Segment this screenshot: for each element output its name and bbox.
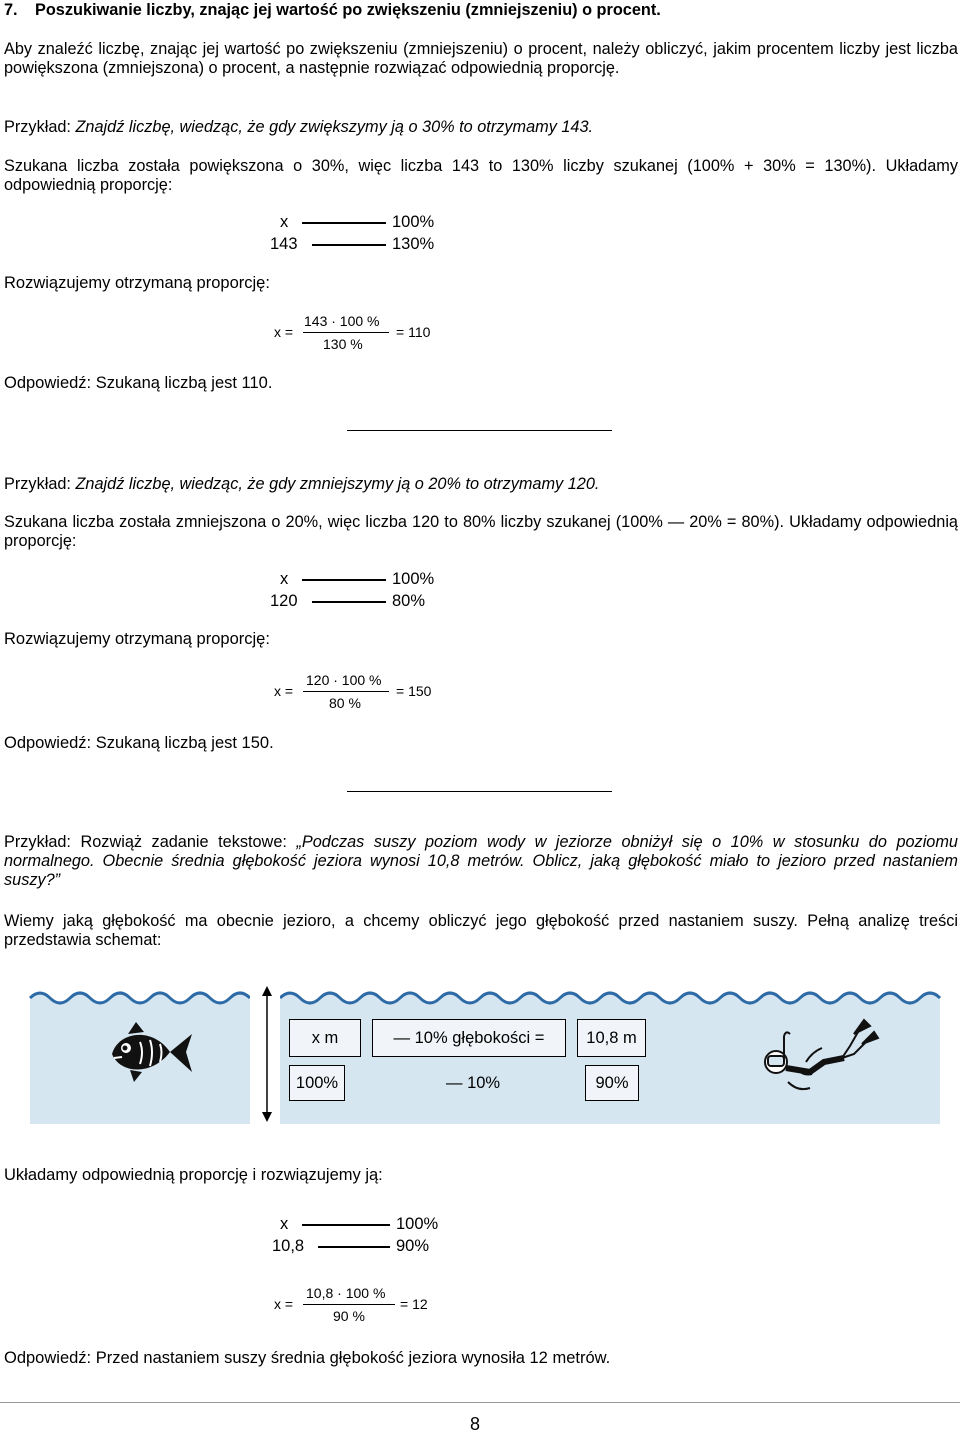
- scheme-box-minus-depth: — 10% głębokości =: [372, 1019, 566, 1057]
- example1-prop-val-pct: 130%: [392, 235, 435, 253]
- example2-prop-x: x: [280, 570, 289, 588]
- example3-eq-lhs: x =: [274, 1296, 294, 1312]
- example3-eq-denominator: 90 %: [333, 1308, 365, 1324]
- section-title-text: Poszukiwanie liczby, znając jej wartość po zwiększeniu (zmniejszeniu) o procent.: [35, 1, 661, 19]
- example3-prop-x-pct: 100%: [396, 1215, 439, 1233]
- scheme-box-90pct: 90%: [585, 1065, 639, 1101]
- example1-prop-line-bottom: [312, 244, 386, 246]
- intro-paragraph: Aby znaleźć liczbę, znając jej wartość po zwiększeniu (zmniejszeniu) o procent, należy obliczyć, jakim procentem liczby jest liczba powiększona (zmniejszona) o procent, a następnie rozwiązać odpowiednią proporcję.: [4, 40, 958, 77]
- example3-answer: Odpowiedź: Przed nastaniem suszy średnia głębokość jeziora wynosiła 12 metrów.: [4, 1349, 611, 1367]
- example2-prop-x-pct: 100%: [392, 570, 435, 588]
- example1-prompt: [4, 118, 958, 137]
- example1-eq-denominator: 130 %: [323, 336, 363, 352]
- example2-explanation: Szukana liczba została zmniejszona o 20%, więc liczba 120 to 80% liczby szukanej (100% — 20% = 80%). Układamy odpowiednią proporcję:: [4, 513, 958, 550]
- example3-prop-line-top: [302, 1224, 390, 1226]
- scheme-box-x-meters: x m: [289, 1019, 361, 1057]
- section-title: [4, 1, 661, 20]
- example1-solve-label: Rozwiązujemy otrzymaną proporcję:: [4, 274, 270, 292]
- depth-arrow: [250, 984, 280, 1124]
- separator-1: [347, 430, 612, 431]
- example2-prompt: [4, 475, 958, 494]
- example2-eq-numerator: 120 · 100 %: [306, 672, 382, 688]
- page-number: 8: [470, 1414, 481, 1434]
- example3-fraction-bar: [303, 1304, 395, 1305]
- example1-prop-x-pct: 100%: [392, 213, 435, 231]
- example2-prop-line-bottom: [312, 601, 386, 603]
- example1-explanation: Szukana liczba została powiększona o 30%, więc liczba 143 to 130% liczby szukanej (100% + 30% = 130%). Układamy odpowiednią proporcję:: [4, 157, 958, 194]
- footer-divider: [0, 1402, 960, 1403]
- example2-solve-label: Rozwiązujemy otrzymaną proporcję:: [4, 630, 270, 648]
- example1-prop-val: 143: [270, 235, 298, 253]
- example2-label: Przykład:: [4, 475, 76, 493]
- example3-eq-result: = 12: [400, 1296, 428, 1312]
- example2-eq-result: = 150: [396, 683, 432, 699]
- wave-left: [30, 993, 250, 1003]
- example3-prop-line-bottom: [318, 1246, 390, 1248]
- example2-fraction-bar: [303, 691, 389, 692]
- example3-explanation: Wiemy jaką głębokość ma obecnie jezioro, a chcemy obliczyć jego głębokość przed nastaniem suszy. Pełną analizę treści przedstawia schemat:: [4, 912, 958, 949]
- example3-prompt: [4, 833, 958, 890]
- example3-prop-val: 10,8: [272, 1237, 305, 1255]
- example3-eq-numerator: 10,8 · 100 %: [306, 1285, 386, 1301]
- scheme-box-100pct: 100%: [289, 1065, 345, 1101]
- example1-prop-x: x: [280, 213, 289, 231]
- example3-label: Przykład: Rozwiąż zadanie tekstowe:: [4, 833, 297, 851]
- example3-task: „Podczas suszy poziom wody w jeziorze obniżył się o 10% w stosunku do poziomu normalnego. Obecnie średnia głębokość jeziora wynosi 10,8 metrów. Oblicz, jaką głębokość miało to jezioro przed nastaniem suszy?”: [4, 833, 958, 889]
- example2-eq-denominator: 80 %: [329, 695, 361, 711]
- example2-prop-val-pct: 80%: [392, 592, 426, 610]
- example1-eq-numerator: 143 · 100 %: [304, 313, 380, 329]
- scheme-text-minus-10pct: — 10%: [446, 1074, 501, 1092]
- example1-answer: Odpowiedź: Szukaną liczbą jest 110.: [4, 374, 273, 392]
- example1-eq-result: = 110: [396, 324, 431, 340]
- scheme-box-current-depth: 10,8 m: [577, 1019, 646, 1057]
- example2-eq-lhs: x =: [274, 683, 294, 699]
- example3-prop-x: x: [280, 1215, 289, 1233]
- example1-label: Przykład:: [4, 118, 76, 136]
- example2-task: Znajdź liczbę, wiedząc, że gdy zmniejszymy ją o 20% to otrzymamy 120.: [75, 475, 600, 493]
- example1-fraction-bar: [303, 332, 389, 333]
- example2-prop-val: 120: [270, 592, 298, 610]
- example1-eq-lhs: x =: [274, 324, 294, 340]
- example3-setup: Układamy odpowiednią proporcję i rozwiązujemy ją:: [4, 1166, 383, 1184]
- example3-prop-val-pct: 90%: [396, 1237, 430, 1255]
- example1-prop-line-top: [302, 222, 386, 224]
- example2-answer: Odpowiedź: Szukaną liczbą jest 150.: [4, 734, 274, 752]
- section-number: 7.: [4, 1, 18, 19]
- lake-left-illustration: [28, 984, 250, 1124]
- example1-task: Znajdź liczbę, wiedząc, że gdy zwiększymy ją o 30% to otrzymamy 143.: [75, 118, 594, 136]
- separator-2: [347, 791, 612, 792]
- example2-prop-line-top: [302, 579, 386, 581]
